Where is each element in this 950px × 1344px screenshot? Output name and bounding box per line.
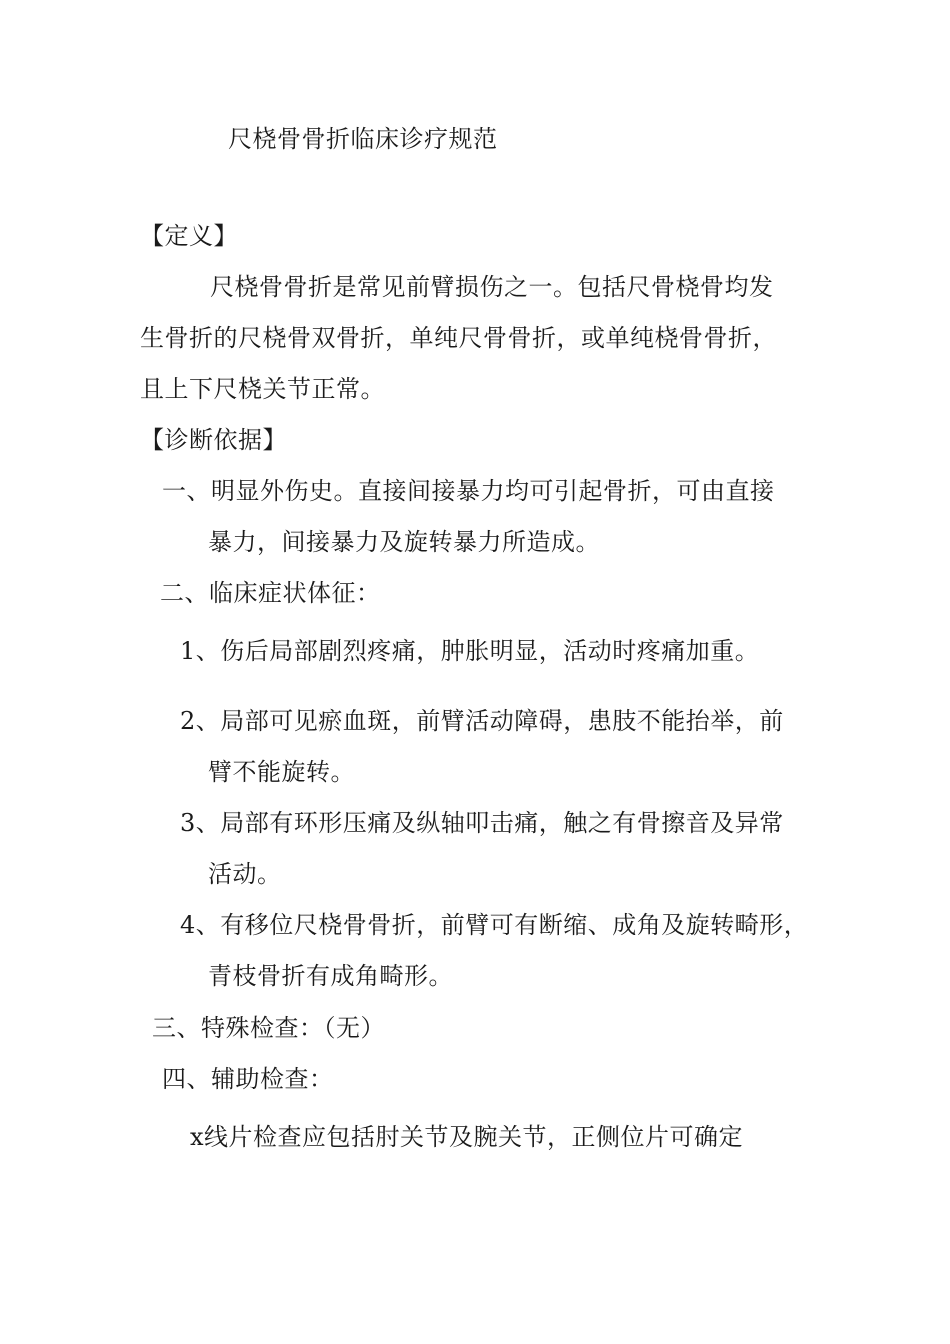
definition-line-3: 且上下尺桡关节正常。 <box>140 375 385 403</box>
diagnosis-item-2-heading: 二、临床症状体征： <box>160 579 381 607</box>
diagnosis-item-3-heading: 三、特殊检查：（无） <box>152 1014 385 1042</box>
definition-line-2: 生骨折的尺桡骨双骨折，单纯尺骨骨折，或单纯桡骨骨折， <box>140 324 777 352</box>
symptom-2-line-2: 臂不能旋转。 <box>208 758 355 786</box>
diagnosis-item-4-line-1: x线片检查应包括肘关节及腕关节，正侧位片可确定 <box>190 1123 744 1151</box>
section-heading-diagnosis: 【诊断依据】 <box>140 426 287 454</box>
symptom-2-line-1: 2、局部可见瘀血斑，前臂活动障碍，患肢不能抬举，前 <box>180 707 784 735</box>
symptom-3-line-1: 3、局部有环形压痛及纵轴叩击痛，触之有骨擦音及异常 <box>180 809 784 837</box>
diagnosis-item-1-line-2: 暴力，间接暴力及旋转暴力所造成。 <box>208 528 600 556</box>
symptom-4-line-2: 青枝骨折有成角畸形。 <box>208 962 453 990</box>
diagnosis-item-1-line-1: 一、明显外伤史。直接间接暴力均可引起骨折，可由直接 <box>162 477 775 505</box>
symptom-1-line-1: 1、伤后局部剧烈疼痛，肿胀明显，活动时疼痛加重。 <box>180 637 760 665</box>
definition-line-1: 尺桡骨骨折是常见前臂损伤之一。包括尺骨桡骨均发 <box>210 273 774 301</box>
symptom-3-line-2: 活动。 <box>208 860 282 888</box>
document-title: 尺桡骨骨折临床诊疗规范 <box>228 125 498 153</box>
symptom-4-line-1: 4、有移位尺桡骨骨折，前臂可有断缩、成角及旋转畸形， <box>180 911 809 939</box>
diagnosis-item-4-heading: 四、辅助检查： <box>162 1065 334 1093</box>
section-heading-definition: 【定义】 <box>140 222 238 250</box>
